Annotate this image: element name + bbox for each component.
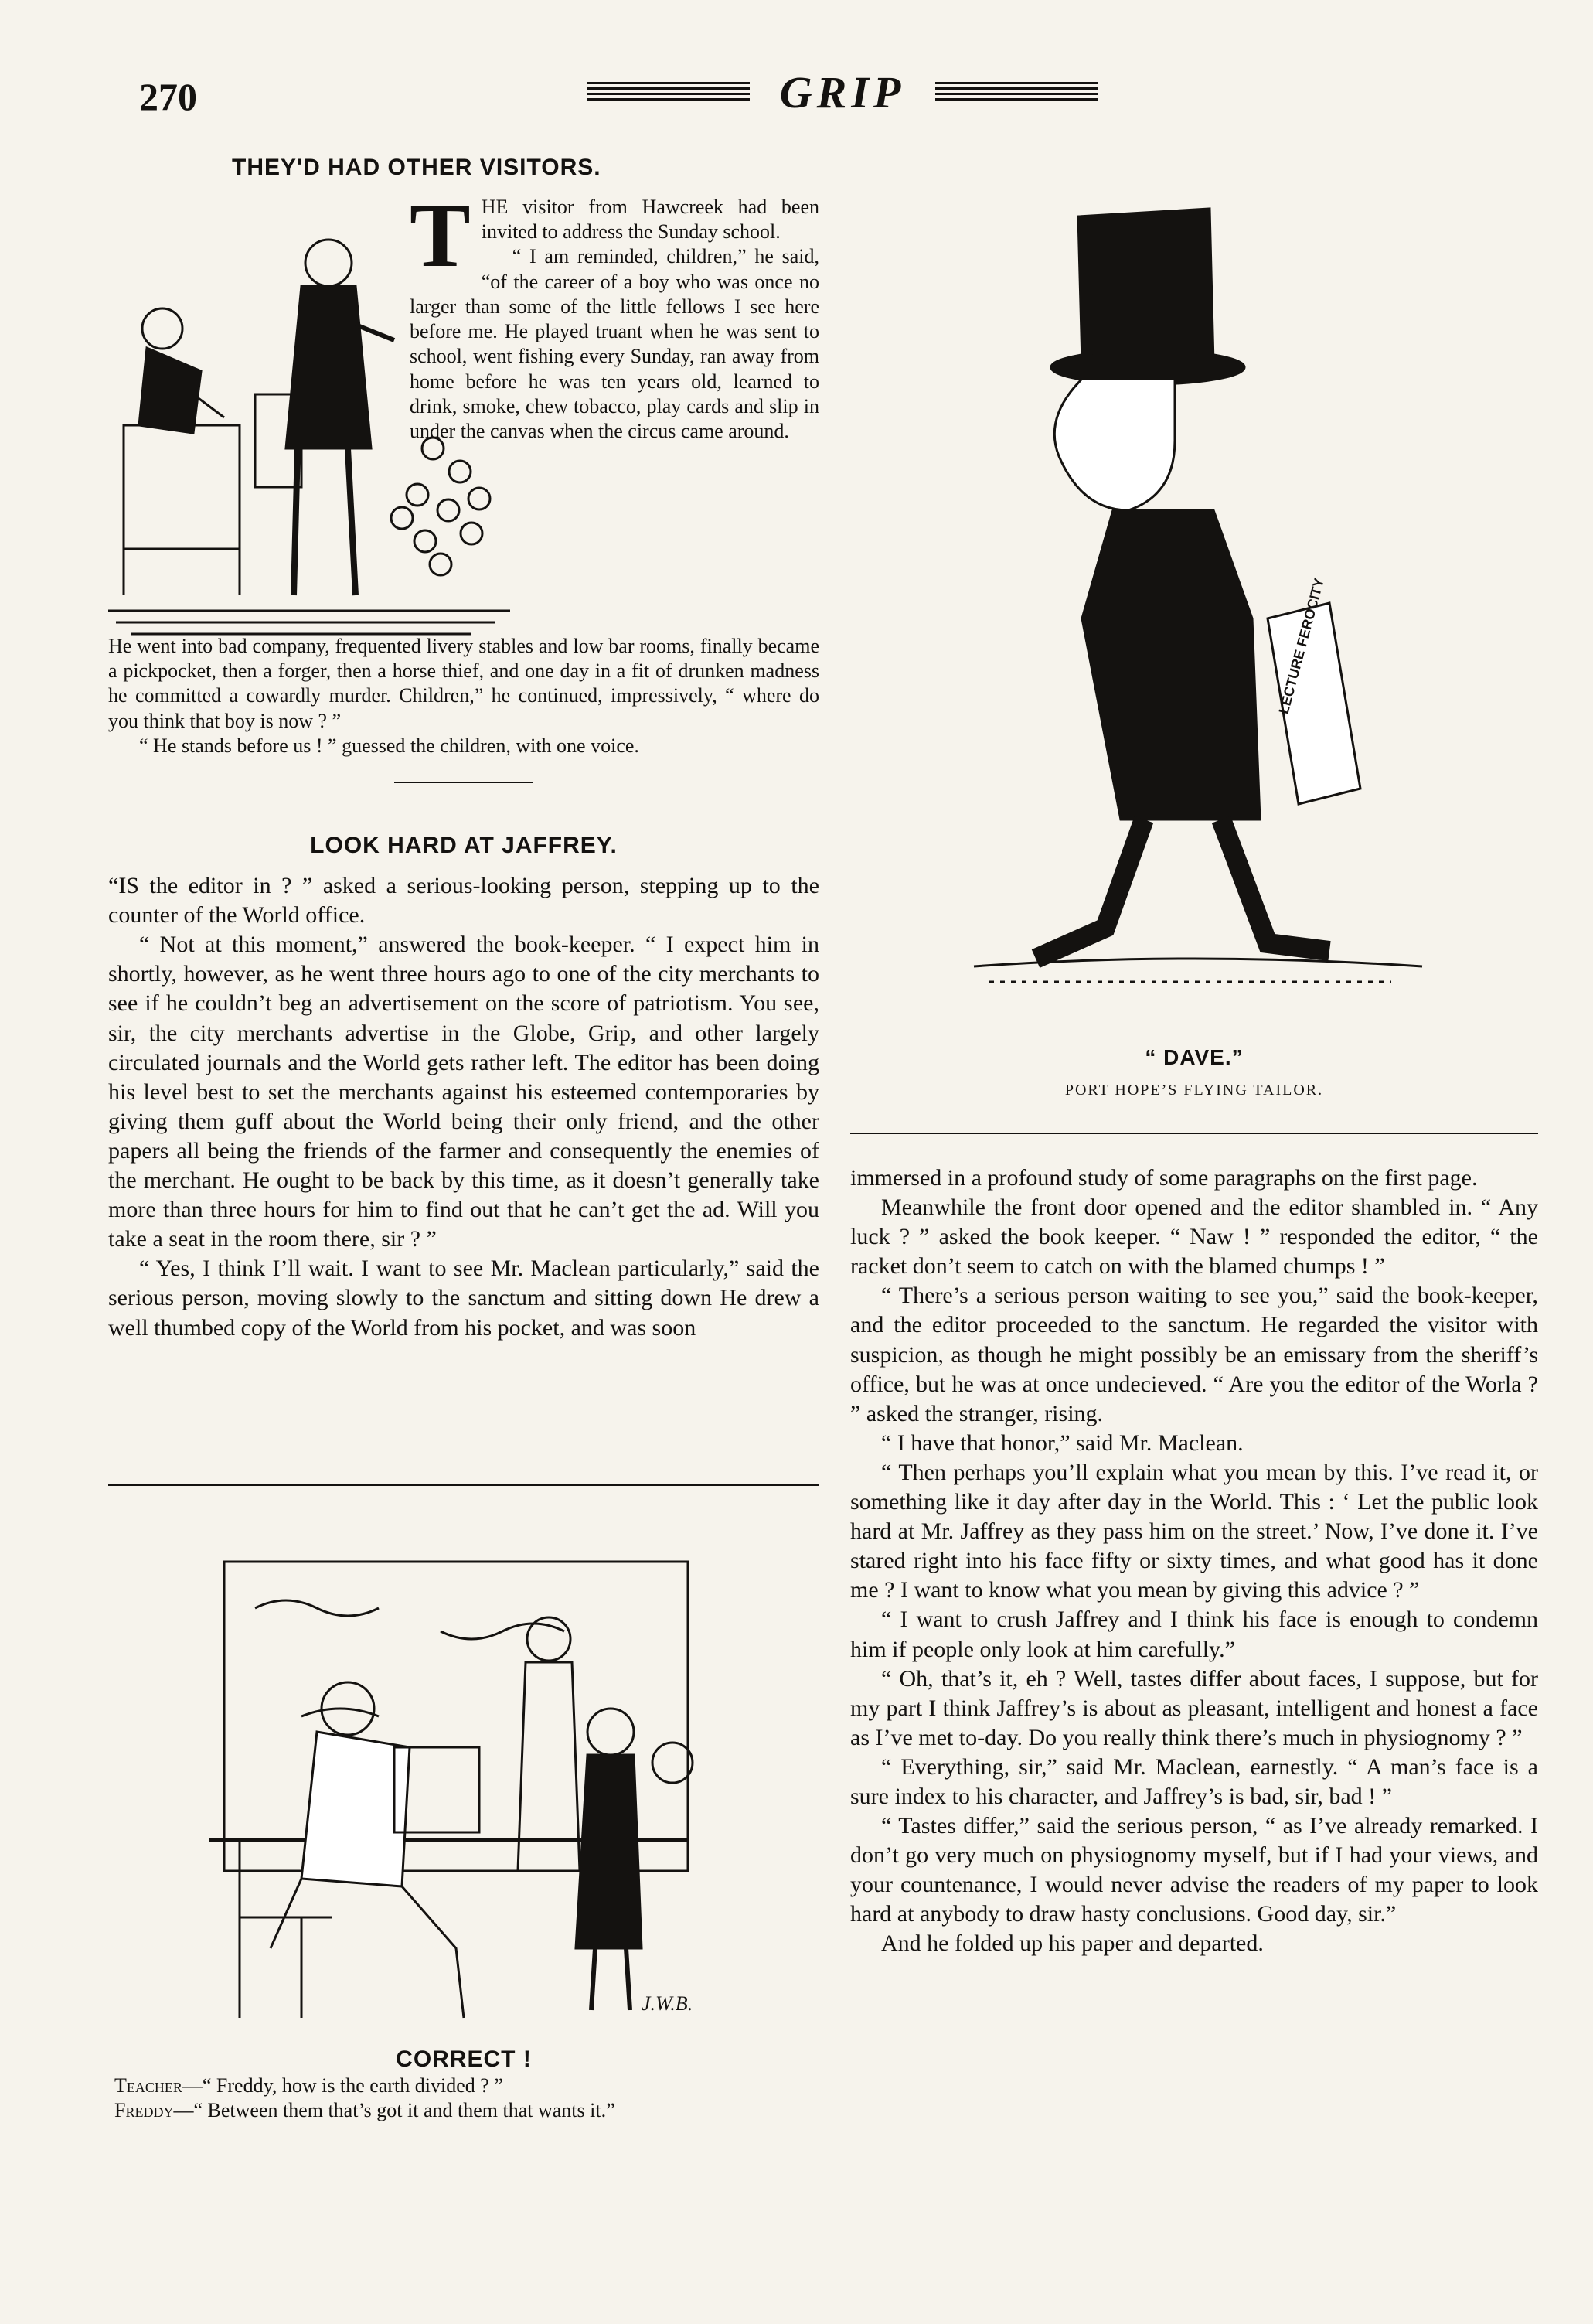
visitors-full-width-block (108, 634, 819, 783)
visitors-dropcap: T (410, 185, 471, 286)
dave-caption (850, 1044, 1538, 1100)
visitors-article (108, 153, 819, 182)
teacher-line: —“ Freddy, how is the earth divided ? ” (182, 2074, 503, 2097)
dave-caption-title: “ DAVE.” (1145, 1045, 1244, 1069)
correct-caption (108, 2045, 819, 2124)
freddy-speaker: Freddy (114, 2099, 174, 2122)
jaffrey-right-paragraph-7: “ Oh, that’s it, eh ? Well, tastes differ about faces, I suppose, but for my part I think Jaffrey’s is about as pleasant, intelligent and honest a face as I’ve met to-day. Do you really think there’s much in physiognomy ? ” (850, 1665, 1538, 1750)
masthead-rules-left (587, 82, 750, 104)
jaffrey-article-left (108, 831, 819, 1343)
visitors-paragraph-2a: “ I am reminded, children,” he said, “of the career of a boy who was once no larger than some of the little fellows I see here before me. He played truant when he was sent to school, went fishing every Sunday, ran away from home before he was ten years old, learned to drink, smoke, chew tobacco, play cards and slip in under the canvas when the circus came around. (410, 245, 819, 443)
left-column-rule (108, 1484, 819, 1486)
page-number: 270 (139, 75, 197, 118)
article-divider (394, 782, 533, 783)
correct-caption-title: CORRECT ! (396, 2046, 532, 2072)
right-column-rule (850, 1133, 1538, 1134)
correct-caption-line-2 (108, 2098, 819, 2123)
newspaper-label: LECTURE FEROCITY (1275, 576, 1327, 716)
jaffrey-right-paragraph-2: Meanwhile the front door opened and the editor shambled in. “ Any luck ? ” asked the book keeper. “ Naw ! ” responded the editor, “ the racket don’t seem to catch on with the blamed chumps ! ” (850, 1194, 1538, 1280)
jaffrey-right-paragraph-8: “ Everything, sir,” said Mr. Maclean, earnestly. “ A man’s face is a sure index to his character, and Jaffrey’s is bad, sir, bad ! ” (850, 1753, 1538, 1809)
jaffrey-left-paragraph-2: “ Not at this moment,” answered the book-keeper. “ I expect him in shortly, however, as he went three hours ago to one of the city merchants to see if he couldn’t beg an advertisement on the score of patriotism. You see, sir, the city merchants advertise in the Globe, Grip, and other largely circulated journals and the World gets rather left. The editor has been doing his level best to set the merchants against his esteemed contemporaries by giving them guff about the World being their only friend, and the other papers all being the friends of the farmer and consequently the enemies of the merchant. He ought to be back by this time, as it doesn’t generally take more than three hours for him to find out that he can’t get the ad. Will you take a seat in the room there, sir ? ” (108, 932, 819, 1252)
signature: J.W.B. (642, 1992, 693, 2015)
visitors-wrapped-block (410, 185, 819, 444)
jaffrey-right-paragraph-3: “ There’s a serious person waiting to see you,” said the book-keeper, and the editor proceeded to the sanctum. He regarded the visitor with suspicion, as though he might possibly be an emissary from the sheriff’s office, but he was at once undecieved. “ Are you the editor of the Worla ? ” asked the stranger, rising. (850, 1283, 1538, 1426)
jaffrey-right-paragraph-4: “ I have that honor,” said Mr. Maclean. (881, 1429, 1244, 1456)
jaffrey-heading: LOOK HARD AT JAFFREY. (310, 833, 618, 858)
visitors-paragraph-2b: He went into bad company, frequented livery stables and low bar rooms, finally became a pickpocket, then a forger, then a horse thief, and one day in a fit of drunken madness he committed a cowardly murder. Children,” he continued, impressively, “ where do you think that boy is now ? ” (108, 635, 819, 732)
masthead (587, 66, 1098, 121)
jaffrey-right-paragraph-10: And he folded up his paper and departed. (881, 1930, 1264, 1957)
visitors-paragraph-1: HE visitor from Hawcreek had been invited to address the Sunday school. (481, 196, 819, 244)
jaffrey-right-paragraph-6: “ I want to crush Jaffrey and I think his face is enough to condemn him if people only look at him carefully.” (850, 1607, 1538, 1662)
masthead-rules-right (935, 82, 1098, 104)
teacher-speaker: Teacher (114, 2074, 182, 2097)
dave-caricature (928, 186, 1469, 1005)
visitors-paragraph-3: “ He stands before us ! ” guessed the children, with one voice. (139, 734, 639, 757)
jaffrey-left-paragraph-1: “IS the editor in ? ” asked a serious-looking person, stepping up to the counter of the World office. (108, 873, 819, 929)
classroom-illustration (209, 1515, 734, 2033)
jaffrey-right-paragraph-5: “ Then perhaps you’ll explain what you mean by this. I’ve read it, or something like it day after day in the World. This : ‘ Let the public look hard at Mr. Jaffrey as they pass him on the street.’ Now, I’ve done it. I’ve stared right into his face fifty or sixty times, and what good has it done me ? I want to know what you mean by giving this advice ? ” (850, 1459, 1538, 1603)
correct-caption-line-1 (108, 2074, 819, 2098)
visitors-heading: THEY'D HAD OTHER VISITORS. (232, 155, 601, 180)
jaffrey-right-paragraph-1: immersed in a profound study of some paragraphs on the first page. (850, 1165, 1478, 1191)
jaffrey-right-paragraph-9: “ Tastes differ,” said the serious person, “ as I’ve already remarked. I don’t go very much on physiognomy myself, but if I had your views, and your countenance, I would never advise the readers of my paper to look hard at anybody to draw hasty conclusions. Good day, sir.” (850, 1813, 1538, 1927)
dave-caption-subtitle: PORT HOPE’S FLYING TAILOR. (1064, 1081, 1324, 1099)
masthead-title: GRIP (779, 67, 906, 118)
freddy-line: —“ Between them that’s got it and them that wants it.” (173, 2099, 615, 2122)
jaffrey-article-right (850, 1164, 1538, 1959)
jaffrey-left-paragraph-3: “ Yes, I think I’ll wait. I want to see Mr. Maclean particularly,” said the serious person, moving slowly to the sanctum and sitting down He drew a well thumbed copy of the World from his pocket, and was soon (108, 1256, 819, 1341)
